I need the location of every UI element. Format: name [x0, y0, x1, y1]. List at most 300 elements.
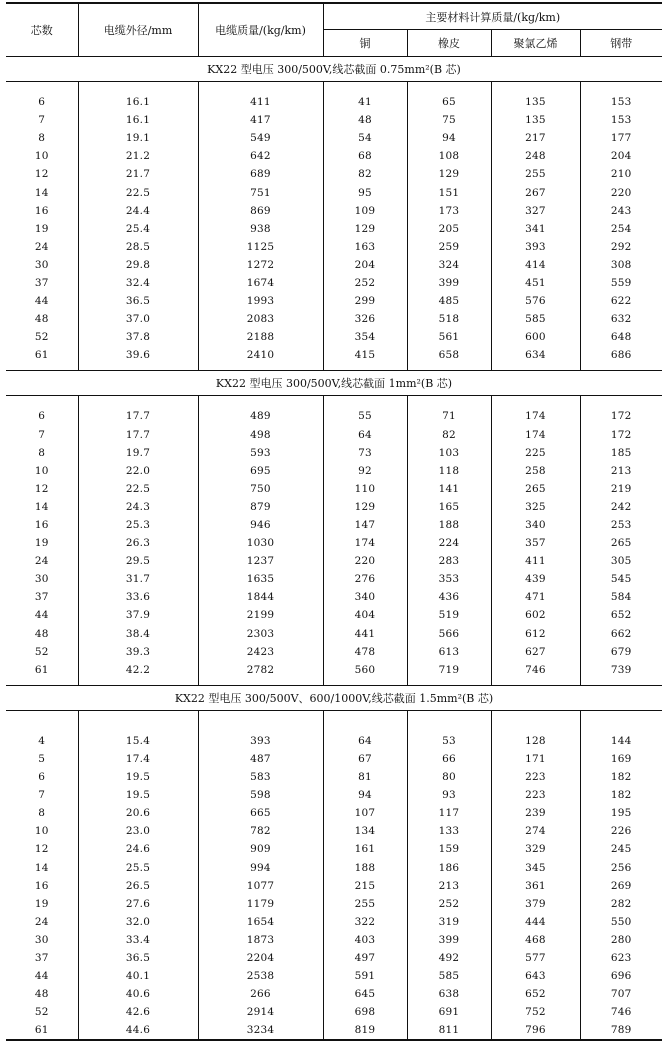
cell-copper: 161 — [323, 840, 407, 858]
table-row — [6, 786, 662, 804]
cell-copper: 220 — [323, 552, 407, 570]
cell-pvc: 602 — [491, 606, 580, 624]
cell-rubber: 117 — [407, 804, 491, 822]
cell-rubber: 585 — [407, 967, 491, 985]
cell-rubber: 186 — [407, 858, 491, 876]
cell-diameter: 22.5 — [78, 183, 198, 201]
cell-diameter: 26.3 — [78, 534, 198, 552]
cell-cores: 10 — [34, 825, 49, 838]
cell-steel-tape: 282 — [580, 895, 662, 913]
cell-copper: 92 — [323, 462, 407, 480]
table-row — [6, 516, 662, 534]
cell-cable-mass: 909 — [198, 840, 323, 858]
table-row — [6, 732, 662, 750]
section-spacer — [6, 82, 662, 94]
table-row — [6, 840, 662, 858]
cell-cable-mass: 489 — [198, 407, 323, 425]
cell-diameter: 20.6 — [78, 804, 198, 822]
spacer-cell — [491, 82, 580, 94]
cell-cores: 48 — [34, 313, 49, 326]
cell-rubber: 53 — [407, 732, 491, 750]
cell-cores: 52 — [34, 331, 49, 344]
cell-rubber: 319 — [407, 913, 491, 931]
cell-diameter: 25.5 — [78, 858, 198, 876]
cell-cores: 6 — [38, 771, 46, 784]
cell-steel-tape: 253 — [580, 516, 662, 534]
cell-steel-tape: 185 — [580, 444, 662, 462]
cell-cores: 52 — [34, 1006, 49, 1019]
cell-rubber: 93 — [407, 786, 491, 804]
cell-pvc: 357 — [491, 534, 580, 552]
section-title-row — [6, 685, 662, 710]
cell-cores: 61 — [34, 663, 49, 676]
cell-cores: 12 — [34, 482, 49, 495]
cell-cores: 30 — [34, 933, 49, 946]
header-steel-tape: 钢带 — [580, 30, 662, 57]
cell-cable-mass: 2914 — [198, 1003, 323, 1021]
cell-diameter: 28.5 — [78, 238, 198, 256]
table-row — [6, 498, 662, 516]
cell-cable-mass: 2199 — [198, 606, 323, 624]
cell-pvc: 600 — [491, 328, 580, 346]
cell-cores: 19 — [34, 897, 49, 910]
cell-copper: 404 — [323, 606, 407, 624]
cell-pvc: 451 — [491, 274, 580, 292]
cell-steel-tape: 169 — [580, 750, 662, 768]
cell-steel-tape: 213 — [580, 462, 662, 480]
table-row — [6, 93, 662, 111]
cell-diameter: 33.4 — [78, 931, 198, 949]
cell-steel-tape: 210 — [580, 165, 662, 183]
cell-pvc: 752 — [491, 1003, 580, 1021]
cell-cable-mass: 1237 — [198, 552, 323, 570]
cell-pvc: 414 — [491, 256, 580, 274]
cell-steel-tape: 153 — [580, 93, 662, 111]
cell-cable-mass: 1272 — [198, 256, 323, 274]
cell-copper: 591 — [323, 967, 407, 985]
cell-diameter: 19.5 — [78, 786, 198, 804]
cell-cores: 4 — [38, 734, 46, 747]
cell-pvc: 135 — [491, 111, 580, 129]
table-row — [6, 931, 662, 949]
cell-pvc: 341 — [491, 220, 580, 238]
table-row — [6, 274, 662, 292]
cell-diameter: 38.4 — [78, 625, 198, 643]
cell-cores: 8 — [38, 807, 46, 820]
cell-cores: 14 — [34, 186, 49, 199]
cell-cores: 12 — [34, 843, 49, 856]
cell-rubber: 103 — [407, 444, 491, 462]
section-spacer — [6, 396, 662, 408]
cell-copper: 415 — [323, 346, 407, 364]
cell-rubber: 399 — [407, 274, 491, 292]
cell-pvc: 576 — [491, 292, 580, 310]
cell-diameter: 21.2 — [78, 147, 198, 165]
cell-pvc: 585 — [491, 310, 580, 328]
cell-cable-mass: 1179 — [198, 895, 323, 913]
cell-steel-tape: 545 — [580, 570, 662, 588]
cell-cable-mass: 411 — [198, 93, 323, 111]
cell-cable-mass: 2303 — [198, 625, 323, 643]
cell-cores: 14 — [34, 500, 49, 513]
cell-cable-mass: 417 — [198, 111, 323, 129]
cell-pvc: 471 — [491, 588, 580, 606]
cell-steel-tape: 662 — [580, 625, 662, 643]
cell-steel-tape: 746 — [580, 1003, 662, 1021]
table-row — [6, 661, 662, 679]
cell-cores: 7 — [38, 114, 46, 127]
header-copper: 铜 — [323, 30, 407, 57]
cell-rubber: 94 — [407, 129, 491, 147]
cell-diameter: 24.3 — [78, 498, 198, 516]
cell-diameter: 31.7 — [78, 570, 198, 588]
table-row — [6, 426, 662, 444]
cell-pvc: 468 — [491, 931, 580, 949]
cell-cores: 24 — [34, 555, 49, 568]
cell-rubber: 259 — [407, 238, 491, 256]
cell-steel-tape: 584 — [580, 588, 662, 606]
cell-cores: 30 — [34, 258, 49, 271]
cell-cable-mass: 2204 — [198, 949, 323, 967]
cell-copper: 252 — [323, 274, 407, 292]
cell-cores: 16 — [34, 519, 49, 532]
cell-steel-tape: 242 — [580, 498, 662, 516]
cell-cores: 16 — [34, 879, 49, 892]
cell-cores: 61 — [34, 349, 49, 362]
cell-diameter: 37.8 — [78, 328, 198, 346]
cell-cores: 48 — [34, 627, 49, 640]
cell-steel-tape: 182 — [580, 786, 662, 804]
section-title-row — [6, 57, 662, 82]
cell-pvc: 439 — [491, 570, 580, 588]
cell-pvc: 327 — [491, 202, 580, 220]
cell-steel-tape: 707 — [580, 985, 662, 1003]
spacer-cell — [491, 396, 580, 408]
cell-pvc: 340 — [491, 516, 580, 534]
cell-diameter: 17.4 — [78, 750, 198, 768]
cell-cable-mass: 642 — [198, 147, 323, 165]
cell-cores: 14 — [34, 861, 49, 874]
cell-steel-tape: 739 — [580, 661, 662, 679]
spacer-cell — [407, 710, 491, 732]
cell-rubber: 283 — [407, 552, 491, 570]
cell-steel-tape: 172 — [580, 426, 662, 444]
cell-cable-mass: 751 — [198, 183, 323, 201]
cell-cable-mass: 2410 — [198, 346, 323, 364]
cell-copper: 645 — [323, 985, 407, 1003]
cell-pvc: 643 — [491, 967, 580, 985]
cell-copper: 174 — [323, 534, 407, 552]
cell-copper: 95 — [323, 183, 407, 201]
cell-steel-tape: 559 — [580, 274, 662, 292]
cell-cores: 44 — [34, 970, 49, 983]
cell-cable-mass: 938 — [198, 220, 323, 238]
cell-copper: 215 — [323, 877, 407, 895]
cell-copper: 276 — [323, 570, 407, 588]
cell-cable-mass: 598 — [198, 786, 323, 804]
table-row — [6, 750, 662, 768]
cell-rubber: 399 — [407, 931, 491, 949]
cell-steel-tape: 220 — [580, 183, 662, 201]
cell-steel-tape: 144 — [580, 732, 662, 750]
cell-copper: 204 — [323, 256, 407, 274]
spacer-cell — [323, 82, 407, 94]
cell-rubber: 82 — [407, 426, 491, 444]
cell-cable-mass: 2782 — [198, 661, 323, 679]
table-row — [6, 643, 662, 661]
cell-steel-tape: 219 — [580, 480, 662, 498]
table-row — [6, 606, 662, 624]
cell-diameter: 29.8 — [78, 256, 198, 274]
spacer-cell — [198, 82, 323, 94]
cell-rubber: 492 — [407, 949, 491, 967]
cell-pvc: 652 — [491, 985, 580, 1003]
cell-copper: 82 — [323, 165, 407, 183]
cell-cable-mass: 695 — [198, 462, 323, 480]
cell-cores: 6 — [38, 96, 46, 109]
cell-pvc: 267 — [491, 183, 580, 201]
cell-cores: 44 — [34, 295, 49, 308]
cell-rubber: 65 — [407, 93, 491, 111]
cell-pvc: 223 — [491, 768, 580, 786]
cell-copper: 129 — [323, 220, 407, 238]
cell-pvc: 258 — [491, 462, 580, 480]
spacer-cell — [491, 710, 580, 732]
spacer-cell — [6, 710, 78, 732]
table-row — [6, 804, 662, 822]
cell-rubber: 353 — [407, 570, 491, 588]
cell-rubber: 213 — [407, 877, 491, 895]
cell-cable-mass: 583 — [198, 768, 323, 786]
cell-cable-mass: 869 — [198, 202, 323, 220]
cell-cable-mass: 487 — [198, 750, 323, 768]
cell-rubber: 811 — [407, 1021, 491, 1040]
table-row — [6, 165, 662, 183]
cell-pvc: 239 — [491, 804, 580, 822]
cell-steel-tape: 243 — [580, 202, 662, 220]
cell-copper: 326 — [323, 310, 407, 328]
section-title: KX22 型电压 300/500V,线芯截面 1mm²(B 芯) — [6, 371, 662, 396]
cell-copper: 134 — [323, 822, 407, 840]
cell-diameter: 33.6 — [78, 588, 198, 606]
cell-copper: 41 — [323, 93, 407, 111]
header-pvc: 聚氯乙烯 — [491, 30, 580, 57]
table-row — [6, 552, 662, 570]
cell-diameter: 37.0 — [78, 310, 198, 328]
spacer-cell — [198, 396, 323, 408]
header-diameter: 电缆外径/mm — [78, 3, 198, 57]
cell-pvc: 627 — [491, 643, 580, 661]
cell-steel-tape: 652 — [580, 606, 662, 624]
table-row — [6, 768, 662, 786]
cell-diameter: 40.1 — [78, 967, 198, 985]
cell-cable-mass: 1873 — [198, 931, 323, 949]
cell-copper: 354 — [323, 328, 407, 346]
cell-pvc: 171 — [491, 750, 580, 768]
cell-rubber: 719 — [407, 661, 491, 679]
cell-cores: 8 — [38, 446, 46, 459]
cell-rubber: 188 — [407, 516, 491, 534]
cell-copper: 340 — [323, 588, 407, 606]
spacer-cell — [78, 710, 198, 732]
spacer-cell — [407, 82, 491, 94]
cell-diameter: 16.1 — [78, 111, 198, 129]
table-row — [6, 292, 662, 310]
cell-pvc: 265 — [491, 480, 580, 498]
table-row — [6, 238, 662, 256]
table-row — [6, 147, 662, 165]
cell-cable-mass: 3234 — [198, 1021, 323, 1040]
table-row — [6, 949, 662, 967]
section-title-row — [6, 371, 662, 396]
cell-copper: 147 — [323, 516, 407, 534]
cell-copper: 478 — [323, 643, 407, 661]
cell-copper: 94 — [323, 786, 407, 804]
cell-copper: 819 — [323, 1021, 407, 1040]
cell-steel-tape: 686 — [580, 346, 662, 364]
cell-pvc: 746 — [491, 661, 580, 679]
spacer-cell — [323, 396, 407, 408]
table-row — [6, 328, 662, 346]
cell-cable-mass: 1077 — [198, 877, 323, 895]
cell-cable-mass: 2538 — [198, 967, 323, 985]
cell-cores: 24 — [34, 240, 49, 253]
cell-rubber: 518 — [407, 310, 491, 328]
cell-cores: 16 — [34, 204, 49, 217]
cell-cores: 44 — [34, 609, 49, 622]
cell-cable-mass: 498 — [198, 426, 323, 444]
cell-diameter: 19.1 — [78, 129, 198, 147]
cell-pvc: 174 — [491, 407, 580, 425]
cell-cores: 19 — [34, 222, 49, 235]
cell-cores: 10 — [34, 150, 49, 163]
table-row — [6, 625, 662, 643]
spacer-cell — [78, 82, 198, 94]
cell-cable-mass: 549 — [198, 129, 323, 147]
cell-copper: 441 — [323, 625, 407, 643]
cell-diameter: 23.0 — [78, 822, 198, 840]
cell-pvc: 796 — [491, 1021, 580, 1040]
cell-rubber: 80 — [407, 768, 491, 786]
cell-steel-tape: 622 — [580, 292, 662, 310]
cell-copper: 54 — [323, 129, 407, 147]
cell-steel-tape: 195 — [580, 804, 662, 822]
cell-pvc: 361 — [491, 877, 580, 895]
spacer-cell — [78, 396, 198, 408]
table-row — [6, 220, 662, 238]
spacer-cell — [407, 396, 491, 408]
cell-steel-tape: 679 — [580, 643, 662, 661]
cell-steel-tape: 269 — [580, 877, 662, 895]
cell-copper: 109 — [323, 202, 407, 220]
cell-copper: 48 — [323, 111, 407, 129]
table-row — [6, 534, 662, 552]
cell-pvc: 329 — [491, 840, 580, 858]
cell-cable-mass: 879 — [198, 498, 323, 516]
cell-diameter: 39.3 — [78, 643, 198, 661]
cell-pvc: 444 — [491, 913, 580, 931]
cell-rubber: 75 — [407, 111, 491, 129]
cell-pvc: 223 — [491, 786, 580, 804]
table-row — [6, 985, 662, 1003]
cell-rubber: 108 — [407, 147, 491, 165]
table-row — [6, 858, 662, 876]
table-row — [6, 1021, 662, 1040]
cell-steel-tape: 648 — [580, 328, 662, 346]
cell-diameter: 27.6 — [78, 895, 198, 913]
cell-diameter: 19.5 — [78, 768, 198, 786]
cell-cores: 37 — [34, 591, 49, 604]
cell-diameter: 15.4 — [78, 732, 198, 750]
cell-cable-mass: 266 — [198, 985, 323, 1003]
cell-rubber: 133 — [407, 822, 491, 840]
cell-copper: 188 — [323, 858, 407, 876]
cell-rubber: 638 — [407, 985, 491, 1003]
table-row — [6, 1003, 662, 1021]
cell-cores: 7 — [38, 428, 46, 441]
cell-rubber: 141 — [407, 480, 491, 498]
cell-copper: 81 — [323, 768, 407, 786]
table-row — [6, 111, 662, 129]
cell-steel-tape: 204 — [580, 147, 662, 165]
cell-steel-tape: 265 — [580, 534, 662, 552]
cell-steel-tape: 292 — [580, 238, 662, 256]
table-row — [6, 895, 662, 913]
cell-diameter: 24.6 — [78, 840, 198, 858]
cell-copper: 698 — [323, 1003, 407, 1021]
cell-copper: 403 — [323, 931, 407, 949]
cell-steel-tape: 226 — [580, 822, 662, 840]
cell-pvc: 379 — [491, 895, 580, 913]
cell-cable-mass: 1030 — [198, 534, 323, 552]
cell-diameter: 19.7 — [78, 444, 198, 462]
cell-cores: 12 — [34, 168, 49, 181]
cell-diameter: 17.7 — [78, 426, 198, 444]
cell-pvc: 217 — [491, 129, 580, 147]
cell-copper: 322 — [323, 913, 407, 931]
cell-copper: 163 — [323, 238, 407, 256]
cell-cores: 7 — [38, 789, 46, 802]
cell-cores: 8 — [38, 132, 46, 145]
table-row — [6, 310, 662, 328]
cell-cable-mass: 1674 — [198, 274, 323, 292]
table-row — [6, 877, 662, 895]
cell-rubber: 691 — [407, 1003, 491, 1021]
cell-steel-tape: 182 — [580, 768, 662, 786]
cell-rubber: 66 — [407, 750, 491, 768]
table-row — [6, 444, 662, 462]
cell-steel-tape: 789 — [580, 1021, 662, 1040]
table-row — [6, 256, 662, 274]
cell-diameter: 25.3 — [78, 516, 198, 534]
cell-diameter: 22.5 — [78, 480, 198, 498]
spacer-cell — [323, 710, 407, 732]
cell-cable-mass: 1125 — [198, 238, 323, 256]
cell-diameter: 42.6 — [78, 1003, 198, 1021]
cell-diameter: 26.5 — [78, 877, 198, 895]
cell-diameter: 32.0 — [78, 913, 198, 931]
cell-cores: 24 — [34, 915, 49, 928]
cell-rubber: 566 — [407, 625, 491, 643]
cell-steel-tape: 245 — [580, 840, 662, 858]
cell-copper: 67 — [323, 750, 407, 768]
cell-pvc: 325 — [491, 498, 580, 516]
cell-pvc: 255 — [491, 165, 580, 183]
spacer-cell — [580, 710, 662, 732]
cell-diameter: 22.0 — [78, 462, 198, 480]
cell-rubber: 165 — [407, 498, 491, 516]
cell-steel-tape: 177 — [580, 129, 662, 147]
